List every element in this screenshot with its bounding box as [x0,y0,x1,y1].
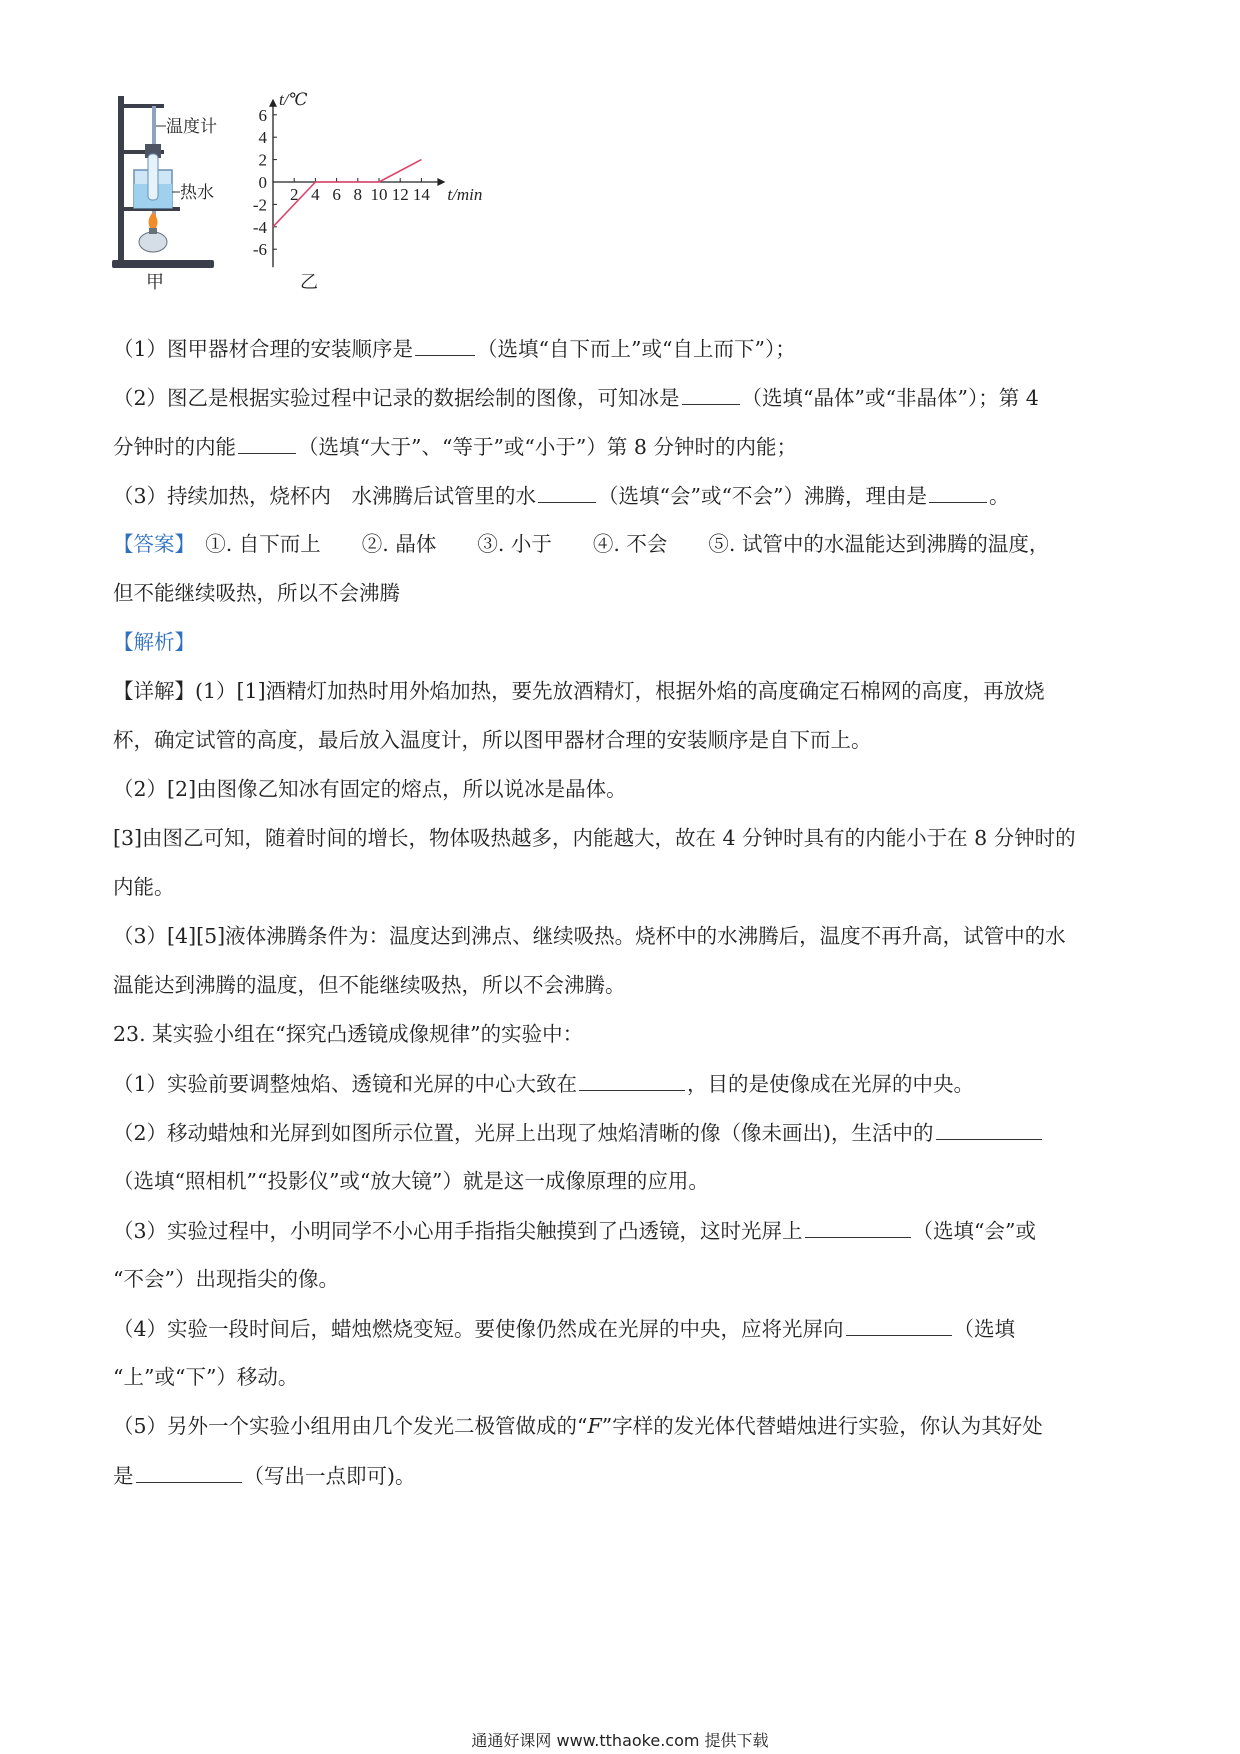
y-tick-label: -2 [252,195,267,215]
letter-f: F [587,1414,602,1438]
q1-answer-blank[interactable] [415,335,475,356]
y-tick-label: 2 [258,150,267,170]
q2-options-cont: （选填“大于”、“等于”或“小于”）第 8 分钟时的内能； [298,435,797,459]
q23-3-answer-blank[interactable] [805,1217,911,1238]
detail-line-5 [113,874,175,900]
q23-4-text: （4）实验一段时间后，蜡烛燃烧变短。要使像仍然成在光屏的中央，应将光屏向 [113,1317,844,1341]
q23-5-text: （5）另外一个实验小组用由几个发光二极管做成的“ [113,1414,588,1438]
y-axis-arrow [269,99,277,107]
x-axis-arrow [437,178,445,186]
thermometer-label: 温度计 [166,117,217,136]
analysis-line [113,629,195,655]
y-tick-label: 0 [258,173,267,192]
detail-text-7: 温能达到沸腾的温度，但不能继续吸热，所以不会沸腾。 [113,973,626,997]
q23-5-line-2 [113,1462,416,1489]
q2-line-1 [113,384,1039,411]
q23-1-text: （1）实验前要调整烛焰、透镜和光屏的中心大致在 [113,1072,578,1096]
q2-text-cont: 分钟时的内能 [113,435,236,459]
detail-line-4 [113,825,1076,851]
x-tick-label: 6 [332,185,341,204]
answer-items: ①. 自下而上 ②. 晶体 ③. 小于 ④. 不会 ⑤. 试管中的水温能达到沸腾的温度， [205,532,1050,556]
q23-5-text-cont: ”字样的发光体代替蜡烛进行实验，你认为其好处 [601,1414,1043,1438]
q23-3-options-cont: “不会”）出现指尖的像。 [113,1267,339,1291]
q23-5-answer-blank[interactable] [136,1462,242,1483]
q23-5-end: （写出一点即可)。 [243,1464,416,1488]
detail-text-4: [3]由图乙可知，随着时间的增长，物体吸热越多，内能越大，故在 4 分钟时具有的内能小于在 8 分钟时的 [113,826,1076,850]
detail-line-1 [113,678,1045,704]
q2-options: （选填“晶体”或“非晶体”）；第 4 [741,386,1039,410]
q23-5-line [113,1413,1043,1439]
q3-answer-blank-1[interactable] [538,482,596,503]
footer-credit: 通通好课网 www.tthaoke.com 提供下载 [471,1731,769,1750]
detail-text-3: （2）[2]由图像乙知冰有固定的熔点，所以说冰是晶体。 [113,777,627,801]
temperature-time-graph [252,89,530,292]
detail-text-2: 杯，确定试管的高度，最后放入温度计，所以图甲器材合理的安装顺序是自下而上。 [113,728,872,752]
answer-line [113,531,1049,557]
q23-title-line [113,1021,583,1047]
answer-cont-line [113,580,400,606]
q23-3-options: （选填“会”或 [912,1219,1037,1243]
graph-caption: 乙 [300,272,318,292]
detail-line-6 [113,923,1066,949]
q1-text: （1）图甲器材合理的安装顺序是 [113,337,414,361]
apparatus-caption: 甲 [146,272,164,292]
q23-4-answer-blank[interactable] [846,1315,952,1336]
detail-line-7 [113,972,626,998]
q23-2-text: （2）移动蜡烛和光屏到如图所示位置，光屏上出现了烛焰清晰的像（像未画出)，生活中的 [113,1121,934,1145]
x-axis-label: t/min [447,185,483,204]
q23-4-line-2 [113,1364,298,1390]
q23-1-answer-blank[interactable] [579,1070,685,1091]
y-tick-label: -4 [252,217,267,237]
q23-2-answer-blank[interactable] [936,1119,1042,1140]
q23-2-options: （选填“照相机”“投影仪”或“放大镜”）就是这一成像原理的应用。 [113,1169,709,1193]
x-tick-label: 14 [412,185,430,204]
hot-water-label: 热水 [180,183,214,202]
analysis-tag: 【解析】 [113,630,195,654]
q3-line [113,482,1009,509]
x-tick-label: 8 [353,185,363,204]
q3-answer-blank-2[interactable] [929,482,987,503]
q23-5-lead: 是 [113,1464,134,1488]
q2-text: （2）图乙是根据实验过程中记录的数据绘制的图像，可知冰是 [113,386,680,410]
y-axis-label: t/℃ [279,89,308,109]
x-tick-label: 4 [311,185,320,204]
q3-end: 。 [988,484,1010,508]
q23-4-options-cont: “上”或“下”）移动。 [113,1365,299,1389]
x-tick-label: 2 [289,185,299,204]
q23-3-line [113,1217,1036,1244]
detail-text-1: 【详解】(1）[1]酒精灯加热时用外焰加热，要先放酒精灯，根据外焰的高度确定石棉网的高度，再放烧 [113,679,1045,703]
q23-title: 23. 某实验小组在“探究凸透镜成像规律”的实验中： [113,1022,584,1046]
detail-line-3 [113,776,627,802]
q23-1-end: ，目的是使像成在光屏的中央。 [687,1072,975,1096]
q23-3-line-2 [113,1266,339,1292]
y-tick-label: 6 [258,105,267,125]
q3-text: （3）持续加热，烧杯内 水沸腾后试管里的水 [113,484,537,508]
detail-line-2 [113,727,872,753]
q23-4-line [113,1315,1015,1342]
q23-2-line-2 [113,1168,709,1194]
q2-answer-blank-1[interactable] [682,384,740,405]
q23-1-line [113,1070,974,1097]
y-tick-label: -6 [252,240,267,260]
detail-text-6: （3）[4][5]液体沸腾条件为：温度达到沸点、继续吸热。烧杯中的水沸腾后，温度不再升高，试管中的水 [113,924,1066,948]
detail-text-5: 内能。 [113,875,175,899]
x-tick-label: 10 [370,185,388,204]
q1-line [113,335,796,362]
q1-options: （选填“自下而上”或“自上而下”）； [477,337,796,361]
q23-2-line [113,1119,1044,1146]
q2-line-2 [113,433,797,460]
apparatus-figure [110,92,260,292]
q23-3-text: （3）实验过程中，小明同学不小心用手指指尖触摸到了凸透镜，这时光屏上 [113,1219,803,1243]
answer-cont: 但不能继续吸热，所以不会沸腾 [113,581,400,605]
q23-4-options: （选填 [953,1317,1016,1341]
q2-answer-blank-2[interactable] [238,433,296,454]
x-tick-label: 12 [391,185,409,204]
y-tick-label: 4 [258,128,267,148]
answer-tag: 【答案】 [113,532,185,556]
q3-options: （选填“会”或“不会”）沸腾，理由是 [598,484,927,508]
